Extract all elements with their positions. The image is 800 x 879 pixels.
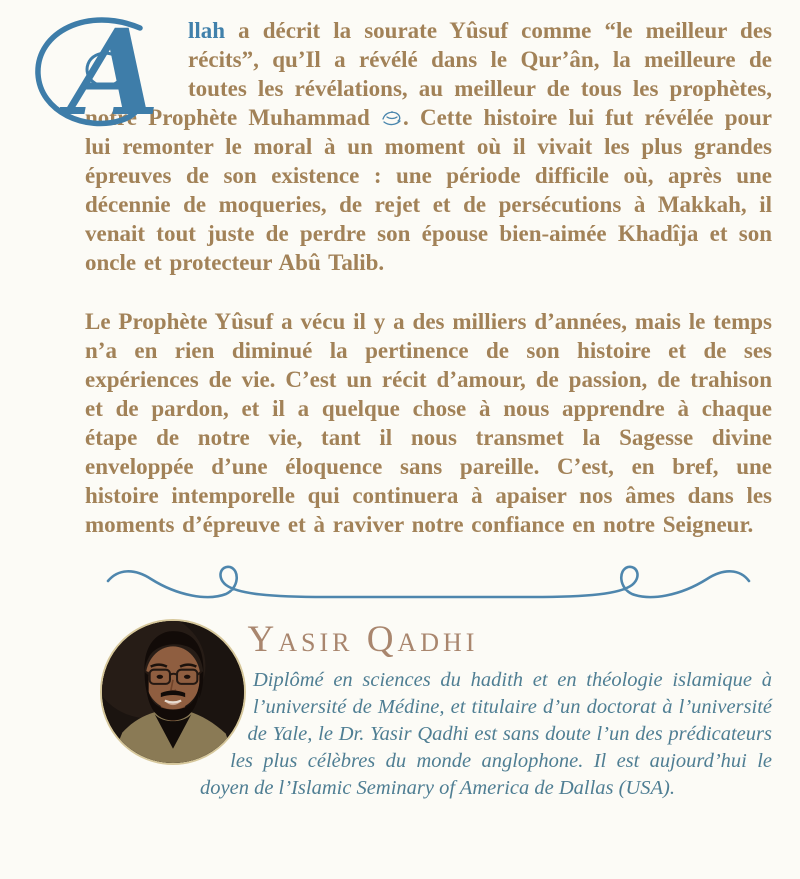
author-photo — [100, 619, 246, 765]
calligraphic-divider — [96, 555, 761, 607]
paragraph1-text-after-pbuh: . Cette histoire lui fut révélée pour lui remonter le moral à un moment où il vivait les plus grandes épreuves de son existence : une période difficile où, après une décennie de moqueries, de rejet et de persécutions à Makkah, il venait tout juste de perdre son épouse bien-aimée Khadîja et son oncle et protecteur Abû Talib. — [85, 105, 773, 275]
paragraph1-lead-word: llah — [188, 18, 226, 43]
second-paragraph: Le Prophète Yûsuf a vécu il y a des milliers d’années, mais le temps n’a en rien diminué la pertinence de son histoire et de ses expériences de vie. C’est un récit d’amour, de passion, de trahison et de pardon, et il a quelque chose à nous apprendre à chaque étape de notre vie, tant il nous transmet la Sagesse divine enveloppée d’une éloquence sans pareille. C’est, en bref, une histoire intemporelle qui continuera à apaiser nos âmes dans les moments d’épreuve et à raviver notre confiance en notre Seigneur. — [85, 309, 772, 537]
author-name: Yasir Qadhi — [247, 619, 479, 660]
intro-paragraph — [68, 8, 773, 277]
author-section — [200, 615, 772, 802]
author-portrait-image — [100, 619, 246, 765]
dropcap-letter: A — [68, 8, 160, 136]
dropcap-spacer — [85, 16, 188, 103]
author-bio: Diplômé en sciences du hadith et en théologie islamique à l’université de Médine, et titulaire d’un doctorat à l’université de Yale, le Dr. Yasir Qadhi est sans doute l’un des prédicateurs les plus célèbres du monde anglophone. Il est aujourd’hui le doyen de l’Islamic Seminary of America de Dallas (USA). — [200, 669, 772, 799]
pbuh-calligraphy-icon — [381, 105, 403, 123]
paragraph1-text-before-pbuh: a décrit la sourate Yûsuf comme “le meilleur des récits”, qu’Il a révélé dans le Qur’ân, la meilleure de toutes les révélations, au meilleur de tous les prophètes, notre Prophète Muhammad — [85, 18, 772, 130]
